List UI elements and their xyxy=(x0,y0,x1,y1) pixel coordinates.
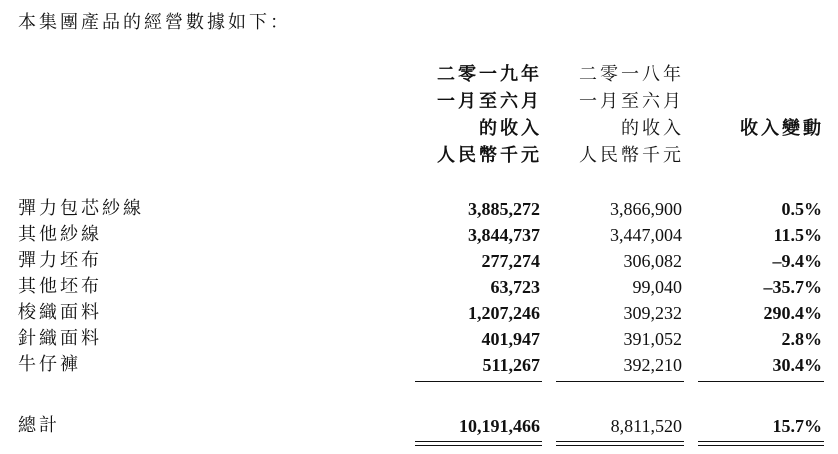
header-previous-line-3: 的收入 xyxy=(621,118,684,139)
header-current-line-1: 二零一九年 xyxy=(437,64,542,85)
table-row xyxy=(0,223,838,247)
subtotal-rule-change xyxy=(698,381,824,382)
row-change-value: 0.5% xyxy=(781,199,822,219)
header-previous-line-1: 二零一八年 xyxy=(579,64,684,85)
table-row xyxy=(0,197,838,221)
row-change-value: 290.4% xyxy=(763,303,822,323)
header-previous-period xyxy=(552,61,684,169)
row-current-value: 1,207,246 xyxy=(468,303,540,323)
row-current-value: 277,274 xyxy=(481,251,540,271)
row-previous-value: 392,210 xyxy=(623,355,682,375)
subtotal-rule-previous xyxy=(556,381,684,382)
total-previous-value: 8,811,520 xyxy=(610,416,682,436)
table-row xyxy=(0,327,838,351)
total-double-rule-previous xyxy=(556,441,684,446)
row-current-value: 3,885,272 xyxy=(468,199,540,219)
row-current-value: 63,723 xyxy=(490,277,540,297)
row-change-value: –35.7% xyxy=(763,277,822,297)
row-current-value: 3,844,737 xyxy=(468,225,540,245)
row-previous-value: 309,232 xyxy=(623,303,682,323)
row-previous-value: 306,082 xyxy=(623,251,682,271)
row-change-value: 11.5% xyxy=(773,225,822,245)
intro-text: 本集團產品的經營數據如下： xyxy=(18,12,291,33)
row-label: 其他紗線 xyxy=(18,224,102,245)
table-row xyxy=(0,301,838,325)
row-previous-value: 3,447,004 xyxy=(610,225,682,245)
row-previous-value: 391,052 xyxy=(623,329,682,349)
header-previous-line-4: 人民幣千元 xyxy=(579,145,684,166)
row-change-value: 2.8% xyxy=(781,329,822,349)
row-current-value: 401,947 xyxy=(481,329,540,349)
row-previous-value: 99,040 xyxy=(632,277,682,297)
table-row xyxy=(0,275,838,299)
row-label: 其他坯布 xyxy=(18,276,102,297)
row-label: 彈力包芯紗線 xyxy=(18,198,144,219)
row-label: 彈力坯布 xyxy=(18,250,102,271)
header-current-line-4: 人民幣千元 xyxy=(437,145,542,166)
total-current-value: 10,191,466 xyxy=(459,416,540,436)
total-label: 總計 xyxy=(18,415,60,436)
row-label: 牛仔褲 xyxy=(18,354,81,375)
header-change: 收入變動 xyxy=(740,118,824,139)
row-current-value: 511,267 xyxy=(482,355,540,375)
row-previous-value: 3,866,900 xyxy=(610,199,682,219)
header-current-line-2: 一月至六月 xyxy=(437,91,542,112)
subtotal-rule-current xyxy=(415,381,542,382)
total-row xyxy=(0,414,838,438)
table-row xyxy=(0,353,838,377)
header-previous-line-2: 一月至六月 xyxy=(579,91,684,112)
row-change-value: 30.4% xyxy=(772,355,822,375)
table-row xyxy=(0,249,838,273)
row-label: 梭織面料 xyxy=(18,302,102,323)
total-change-value: 15.7% xyxy=(772,416,822,436)
row-label: 針織面料 xyxy=(18,328,102,349)
total-double-rule-change xyxy=(698,441,824,446)
header-current-period xyxy=(410,61,542,169)
row-change-value: –9.4% xyxy=(772,251,822,271)
total-double-rule-current xyxy=(415,441,542,446)
header-current-line-3: 的收入 xyxy=(479,118,542,139)
